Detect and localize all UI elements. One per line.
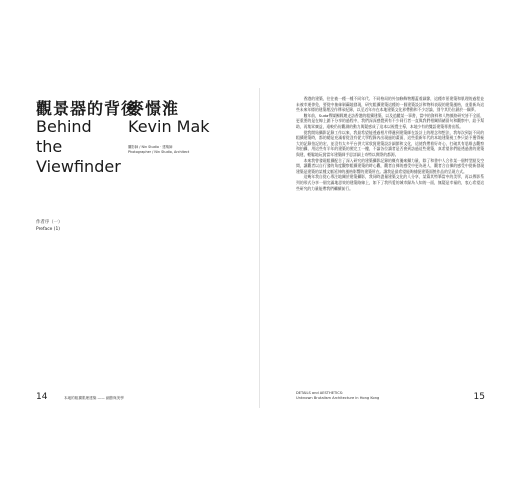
page-gutter: [259, 88, 260, 408]
chapter-title-chinese: 觀景器的背後: [36, 99, 139, 118]
body-paragraph: 香港的建築，往往被一種一種不同年代、不同格局的外加修飾物覆蓋着細節，這種市景建築和肌理的過程並未被幸運倖免，要從中抽絲剝繭地發現，研究粗獷建築這種的一個建築設計和物料表現的建築風格，並重新為這些未來年標的建築埋沒作傳承紀錄，以至近年亦在本地建築文化界帶動和不少討論，別令其仍位鎖於一隅夢。: [296, 96, 484, 113]
footer-book-title: DETAILS and AESTHETICS:: [296, 391, 344, 395]
footer-book-subtitle: Unknown Brutalism Architecture in Hong Kong: [296, 396, 380, 400]
chapter-title-english: Behind the Viewfinder: [36, 117, 121, 176]
author-credit-english: Photographer / Nin Studio, Architect: [128, 150, 190, 154]
body-paragraph: 數年前，Suda傳媒團隊邀走訪香港的粗獷建築，以及追蹤某一事書，當中的資料和人物脈絡研究皆不全面，更重要的是在線上錯下分享的過程中，我們深深感覺到有不少同行者一直與我們相關情緒留句和觀察中，給予幫助，再集眾廣益，遠較仍仿觀測的動力與疑惑成了這本以視覺主導，本地少有的雙語建築專書出版。: [296, 112, 485, 129]
author-credit: [128, 145, 238, 155]
page-number-right: 15: [473, 392, 485, 402]
running-footer-left: 本地的粗獷肌理建築 —— 細節與美學: [64, 396, 124, 400]
body-text: [296, 96, 484, 191]
author-name-english: Kevin Mak: [128, 117, 210, 136]
body-paragraph: 本來我曾發現粗獷配合了深入研究的建築攝影記錄的概有獨來攝力量，除了和書中人合作某一個特型點及空間，讓觀者以自行發的角度觀察粗獷建築的時心觀，觀者自揮的感受中更為迷人，觀者合自揮的感受中從新發現建築是建築的某種文脈延伸的風格影響的建築所在。讓我是最希望能夠捕捉建築面貌作品的呈現方式。: [296, 157, 484, 174]
body-paragraph: 這幾年我自從心專注地關於建築攝影，我同時盡量建築文化的人分享，某篇其特筆當中的美學，再以傳影系列的形式分享一個完滿地思效的建築路線上，如下了我所愛的城市歸為人知的一面，無疑是幸福的，衷心希望這些研究的力量能帶我們繼續前行。: [296, 174, 484, 191]
page-number-left: 14: [36, 392, 48, 402]
running-footer-right: [296, 391, 379, 401]
author-credit-chinese: 攝影師 / Nin Studio · 建築師: [128, 145, 173, 149]
author-name-chinese: 麥憬淮: [128, 99, 180, 118]
body-paragraph: 從我開始攝影記錄工作以來，我最希望能透過相片傳遞到建築師在設計上的理念和想法，我每次到訪不同的粗獷建築時，都的總是充滿着從沒有從大學程錄內出現過的畫面，這些重新年代的本地建築視工參只給予獲得極大的記錄拍記的宏，並沒有太多平台供大眾欣賞建築設計細節和文化，這使我帶着好奇心，打破其有思維去觀察和拍攝，用這些有半年的建築的照完工一樓，不論各位讀者是否會到訪過這些建築，真希望你們能透過書的建築與建，輕鬆地玩賞當年建築師手思詳細上奇特以實際的都源。: [296, 129, 484, 157]
section-label-chinese: 作者序（一）: [36, 220, 63, 225]
section-label: [36, 219, 62, 233]
section-label-english: Preface (1): [36, 227, 60, 232]
